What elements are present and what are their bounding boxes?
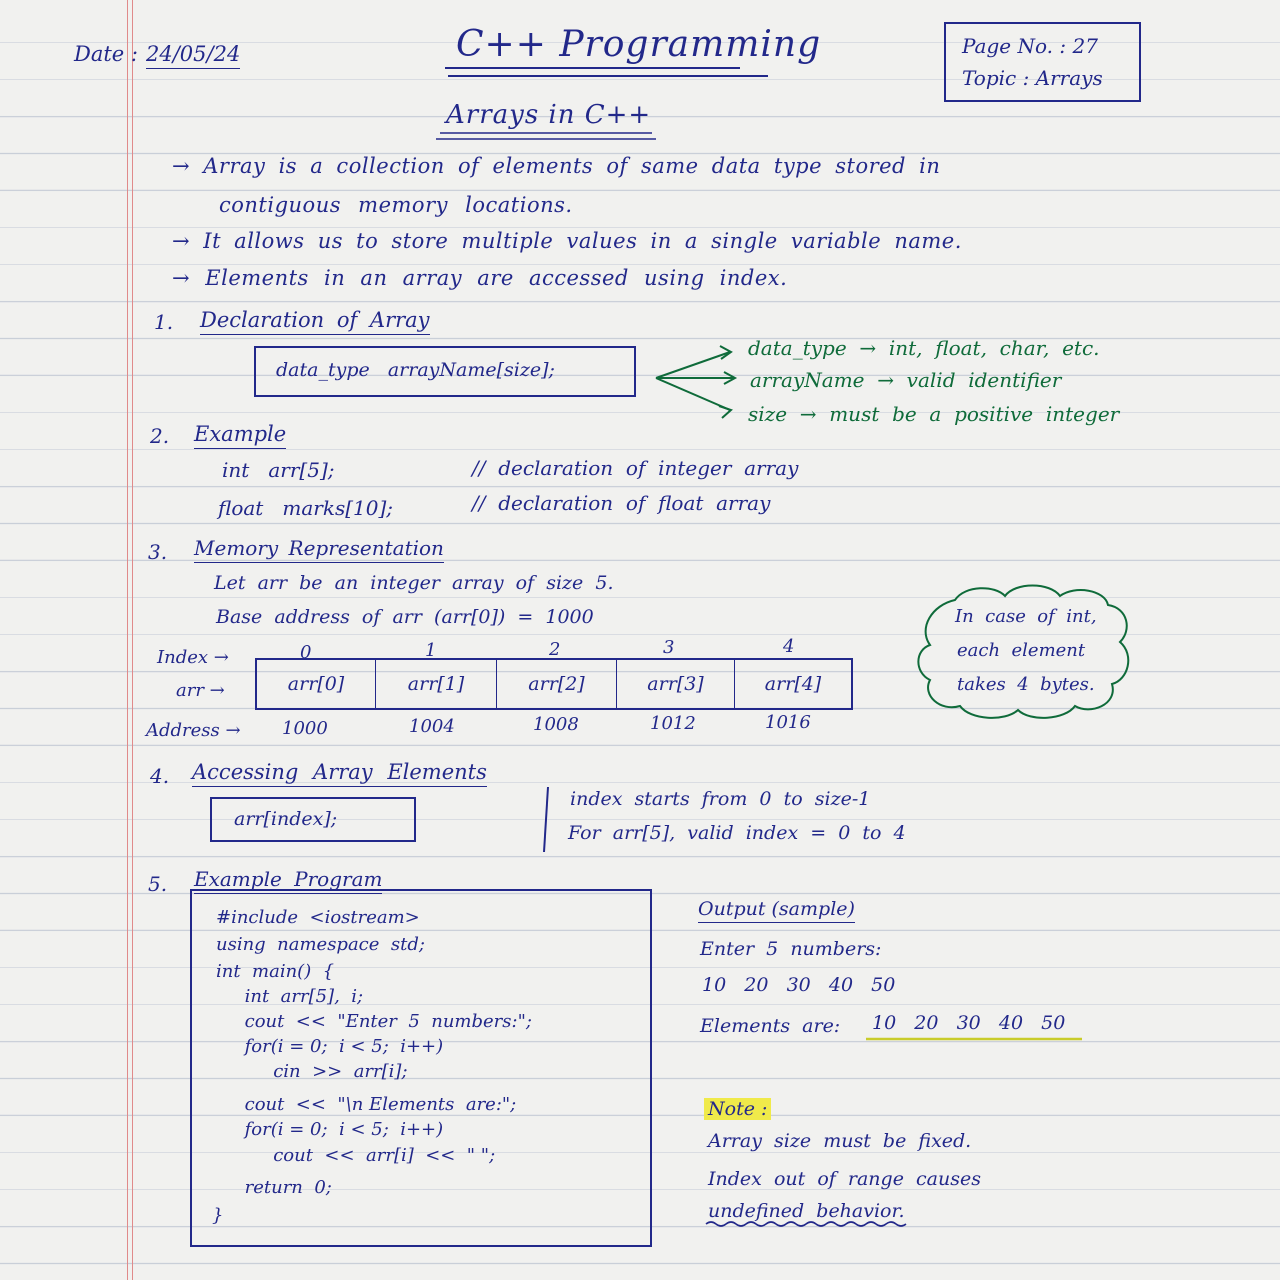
- output-line-1: Enter 5 numbers:: [700, 938, 882, 960]
- code-line: #include <iostream>: [216, 907, 420, 928]
- index-2: 2: [549, 639, 561, 660]
- code-line: int main() {: [216, 961, 335, 982]
- address-3: 1012: [650, 713, 696, 734]
- note-label: Note :: [704, 1098, 771, 1120]
- section-heading: Arrays in C++: [446, 100, 652, 130]
- address-1: 1004: [409, 716, 455, 737]
- index-label: Index →: [157, 647, 229, 668]
- sec3-number: 3.: [148, 540, 168, 564]
- note-size: size → must be a positive integer: [748, 402, 1120, 426]
- sec1-title: Declaration of Array: [200, 308, 430, 335]
- bullet-line-1: → Array is a collection of elements of same data type stored in: [172, 154, 941, 178]
- sec2-title: Example: [194, 422, 286, 449]
- output-line-3-label: Elements are:: [700, 1015, 841, 1037]
- cloud-line-2: each element: [957, 640, 1086, 661]
- sec2-number: 2.: [150, 424, 170, 448]
- branch-arrows: [656, 346, 735, 418]
- code-line: for(i = 0; i < 5; i++): [216, 1036, 444, 1057]
- arr-label: arr →: [176, 680, 225, 701]
- sec4-title: Accessing Array Elements: [192, 760, 487, 787]
- sec3-line-2: Base address of arr (arr[0]) = 1000: [216, 606, 594, 628]
- declaration-syntax: data_type arrayName[size];: [276, 359, 555, 381]
- sec4-number: 4.: [150, 764, 170, 788]
- date-label: Date :: [74, 42, 138, 66]
- note-line-3: undefined behavior.: [708, 1200, 905, 1222]
- cloud-line-1: In case of int,: [955, 606, 1097, 627]
- example-comment-1: // declaration of integer array: [472, 456, 799, 480]
- sec5-title: Example Program: [194, 867, 382, 894]
- declaration-syntax-box: [254, 346, 636, 397]
- example-code-1: int arr[5];: [222, 458, 335, 482]
- code-line: for(i = 0; i < 5; i++): [216, 1119, 444, 1140]
- code-line: return 0;: [216, 1177, 332, 1198]
- code-line: cout << arr[i] << " ";: [216, 1145, 496, 1166]
- output-title: Output (sample): [698, 898, 855, 923]
- access-syntax-box: [210, 797, 416, 842]
- array-cell: arr[1]: [376, 660, 497, 708]
- squiggle-underline: [706, 1222, 906, 1226]
- example-comment-2: // declaration of float array: [472, 491, 771, 515]
- code-line: using namespace std;: [216, 934, 425, 955]
- page-info-box: [944, 22, 1141, 102]
- address-4: 1016: [765, 712, 811, 733]
- bullet-line-1-cont: contiguous memory locations.: [219, 193, 573, 217]
- index-4: 4: [783, 636, 795, 657]
- address-label: Address →: [146, 720, 241, 741]
- sec5-number: 5.: [148, 872, 168, 896]
- date-value: 24/05/24: [146, 42, 240, 69]
- note-line-2: Index out of range causes: [708, 1168, 981, 1190]
- sec4-line-1: index starts from 0 to size-1: [570, 788, 871, 810]
- code-line: cout << "\n Elements are:";: [216, 1094, 517, 1115]
- index-3: 3: [663, 637, 675, 658]
- cloud-line-3: takes 4 bytes.: [957, 674, 1095, 695]
- array-cells: [255, 658, 853, 710]
- bullet-line-3: → Elements in an array are accessed using index.: [172, 266, 788, 290]
- page-number: Page No. : 27: [962, 34, 1098, 58]
- sec3-line-1: Let arr be an integer array of size 5.: [214, 572, 614, 594]
- note-data-type: data_type → int, float, char, etc.: [748, 336, 1100, 360]
- example-program-box: [190, 889, 652, 1247]
- array-cell: arr[2]: [497, 660, 617, 708]
- example-code-2: float marks[10];: [218, 496, 394, 520]
- output-line-3-values: 10 20 30 40 50: [872, 1012, 1066, 1034]
- note-line-1: Array size must be fixed.: [708, 1130, 972, 1152]
- address-2: 1008: [533, 714, 579, 735]
- array-cell: arr[3]: [617, 660, 735, 708]
- code-line: cin >> arr[i];: [216, 1061, 408, 1082]
- array-cell: arr[0]: [257, 660, 376, 708]
- code-line: int arr[5], i;: [216, 986, 364, 1007]
- access-syntax: arr[index];: [234, 808, 338, 830]
- sec4-line-2: For arr[5], valid index = 0 to 4: [568, 822, 906, 844]
- code-line: }: [212, 1205, 224, 1226]
- page-topic: Topic : Arrays: [962, 66, 1103, 90]
- output-line-2: 10 20 30 40 50: [702, 974, 896, 996]
- page-title: C++ Programming: [456, 24, 822, 65]
- index-0: 0: [300, 642, 312, 663]
- sec1-number: 1.: [154, 310, 174, 334]
- index-1: 1: [425, 640, 437, 661]
- note-array-name: arrayName → valid identifier: [750, 368, 1062, 392]
- address-0: 1000: [282, 718, 328, 739]
- sec3-title: Memory Representation: [194, 536, 444, 563]
- array-cell: arr[4]: [764, 673, 822, 695]
- bullet-line-2: → It allows us to store multiple values in a single variable name.: [172, 229, 962, 253]
- code-line: cout << "Enter 5 numbers:";: [216, 1011, 532, 1032]
